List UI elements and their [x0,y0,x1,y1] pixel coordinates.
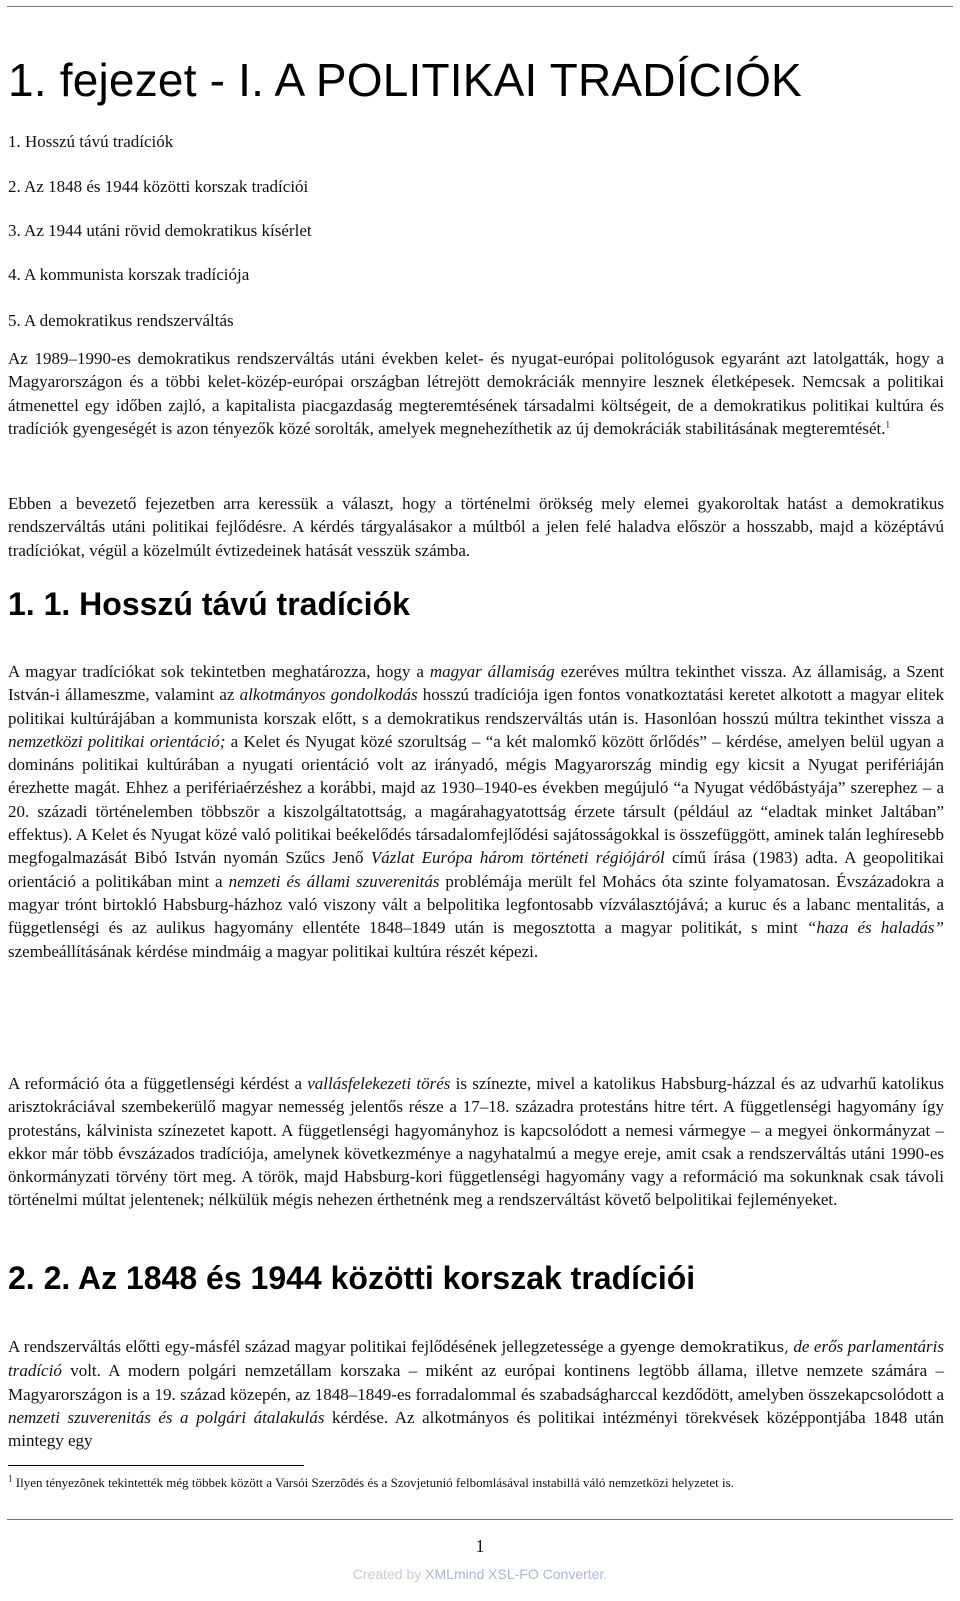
emphasis: nemzeti és állami szuverenitás [228,871,440,891]
section1-paragraph-2 [8,1072,944,1212]
text-run: hosszú tradíciója igen fontos vonatkoztatási keretet alkotott a magyar elitek politikai kultúrájában a kommunista korszak előtt, s a demokratikus rendszerváltás után is. Hasonlóan hosszú múltra tekinthet vissza a [8,685,944,728]
footnote-reference[interactable]: 1 [885,419,891,430]
toc-item[interactable]: 5. A demokratikus rendszerváltás [8,311,234,330]
toc-item[interactable]: 4. A kommunista korszak tradíciója [8,265,250,284]
chapter-title: 1. fejezet - I. A POLITIKAI TRADÍCIÓK [8,54,802,106]
credit-suffix: . [603,1566,608,1582]
credit-brand-link[interactable]: XMLmind XSL-FO Converter [425,1566,604,1582]
emphasis: magyar államiság [429,662,555,681]
footnote-marker: 1 [8,1473,13,1484]
text-run: A magyar tradíciókat sok tekintetben meghatározza, hogy a [8,662,430,681]
section-heading-2: 2. 2. Az 1848 és 1944 közötti korszak tradíciói [8,1260,696,1296]
text-run: a Kelet és Nyugat közé szorultság – “a két malomkő között őrlődés” – kérdése, amelyen belül ugyan a domináns politikai kultúrában a nyugati orientáció volt az irányadó, mégis Magyarország mindig egy kicsit a Nyugat perifériáján érezhette magát. Ehhez a perifériaérzéshez a korábbi, majd az 1930–1940-es években megújuló “a Nyugat védőbástyája” szerephez – a 20. századi történelemben többször a kiszolgáltatottság, a magárahagyatottság érzete társult (például az “eladtak minket Jaltában” effektus). A Kelet és Nyugat közé való politikai beékelődés társadalomfejlődési sajátosságokkal is összefüggött, aminek talán leghíresebb megfogalmazását Bibó István nyomán Szűcs Jenő [8,731,944,868]
emphasis: de erős parlamentáris tradíció [8,1337,944,1381]
emphasis: alkotmányos gondolkodás [239,685,418,705]
text-run: kérdése. Az alkotmányos és politikai intézményi törekvések középpontjába 1848 után mintegy egy [8,1407,944,1451]
credit-prefix: Created by [352,1566,426,1582]
section1-paragraph-1 [8,660,944,963]
text-run: című írása (1983) adta. A geopolitikai orientáció a politikában mint a [8,848,945,891]
footnote-text: Ilyen tényezõnek tekintették még többek között a Varsói Szerzõdés és a Szovjetunió felbomlásával instabillá váló nemzetközi helyzetet is. [12,1475,734,1490]
text-run: ezeréves múltra tekinthet vissza. Az államiság, a Szent István-i állameszme, valamint az [8,662,944,705]
intro-paragraph-2: Ebben a bevezető fejezetben arra keressük a választ, hogy a történelmi örökség mely elemei gyakoroltak hatást a demokratikus rendszerváltás utáni politikai fejlődésre. A kérdés tárgyalásakor a múltból a jelen felé haladva először a hosszabb, majd a középtávú tradíciókat, végül a közelmúlt évtizedeinek hatását vesszük számba. [8,494,944,560]
emphasis: nemzeti szuverenitás és a polgári átalakulás [8,1407,325,1427]
emphasis: vallásfelekezeti törés [307,1074,451,1093]
text-run: szembeállításának kérdése mindmáig a magyar politikai kultúra részét képezi. [8,941,539,961]
toc-item[interactable]: 3. Az 1944 utáni rövid demokratikus kísérlet [8,221,312,240]
section2-paragraph-1 [8,1335,944,1452]
text-run: problémája merült fel Mohács óta szinte folyamatosan. Évszázadokra a magyar trónt birtokló Habsburg-házhoz való viszony vált a belpolitika legfontosabb vízválasztójává; a kuruc és a labanc mentalitás, a függetlenségi és az aulikus hagyomány ellentéte 1848–1849 után is megosztotta a magyar politikát, s mint [8,871,944,938]
converter-credit [0,1565,960,1583]
footnote [8,1474,944,1492]
emphasis: “haza és haladás” [806,918,944,938]
text-run: gyenge demokratikus, [619,1338,789,1356]
page-number: 1 [475,1536,485,1556]
paragraph-text: Az 1989–1990-es demokratikus rendszerváltás utáni években kelet- és nyugat-európai politológusok egyaránt azt latolgatták, hogy a Magyarországon és a többi kelet-közép-európai országban létrejött demokráciák mennyire lesznek életképesek. Nemcsak a politikai átmenettel egy időben zajló, a kapitalista piacgazdaság megteremtésének társadalmi költségeit, de a demokratikus politikai kultúra és tradíciók gyengeségét is azon tényezők közé sorolták, amelyek megnehezíthetik az új demokráciák stabilitásának megteremtését. [8,349,944,438]
footnote-divider [8,1465,304,1466]
emphasis: nemzetközi politikai orientáció; [8,731,226,751]
toc-item[interactable]: 1. Hosszú távú tradíciók [8,132,174,151]
text-run: A rendszerváltás előtti egy-másfél század magyar politikai fejlődésének jellegzetessége a [8,1337,620,1356]
intro-paragraph-1 [8,347,944,440]
top-divider [7,6,953,7]
section-heading-1: 1. 1. Hosszú távú tradíciók [8,586,410,622]
text-run: is színezte, mivel a katolikus Habsburg-házzal és az udvarhű katolikus arisztokráciával szembekerülő magyar nemesség jelentős része a 17–18. századra protestáns hitre tért. A függetlenségi hagyomány így protestáns, kálvinista színezetet kapott. A függetlenségi hagyományhoz is kapcsolódott a nemesi vármegye – a megyei önkormányzat – ekkor már több évszázados tradíciója, amelynek következménye a nagyhatalmú a megye ereje, amit csak a rendszerváltás utáni 1990-es önkormányzati törvény tört meg. A török, majd Habsburg-kori függetlenségi hagyomány vagy a reformáció ma sokunknak csak távoli történelmi múltat jelentenek; nélkülük mégis nehezen érthetnénk meg a rendszerváltást követő belpolitikai fejleményeket. [8,1074,945,1210]
toc-item[interactable]: 2. Az 1848 és 1944 közötti korszak tradíciói [8,177,309,196]
text-run: A reformáció óta a függetlenségi kérdést a [8,1074,308,1093]
emphasis: Vázlat Európa három történeti régiójáról [370,848,665,868]
bottom-divider [7,1519,953,1520]
text-run: volt. A modern polgári nemzetállam korszaka – miként az európai kontinens legtöbb állama, illetve nemzete számára – Magyarországon is a 19. század közepén, az 1848–1849-es forradalommal és szabadságharccal kezdődött, amelyben összekapcsolódott a [8,1361,944,1404]
